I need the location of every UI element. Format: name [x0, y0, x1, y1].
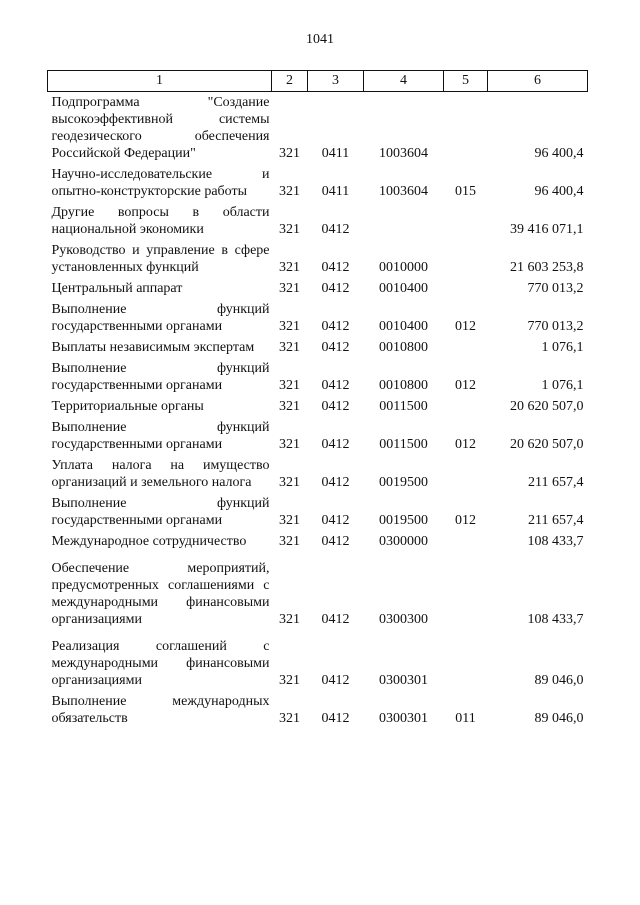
- row-code-3: 0412: [321, 711, 350, 726]
- column-header-5: 5: [444, 71, 488, 92]
- row-code-4: 0300301: [379, 673, 428, 688]
- table-row: [48, 455, 588, 493]
- row-code-3: 0412: [321, 475, 350, 490]
- table-row: [48, 358, 588, 396]
- row-code-2: 321: [279, 399, 300, 414]
- row-code-3: 0412: [321, 399, 350, 414]
- row-code-2: 321: [279, 513, 300, 528]
- row-code-5: [444, 92, 488, 165]
- row-amount: 89 046,0: [534, 711, 584, 726]
- row-code-4: 0010400: [379, 319, 428, 334]
- row-code-4: [364, 202, 444, 240]
- row-code-5: [444, 455, 488, 493]
- row-amount: 108 433,7: [527, 534, 584, 549]
- table-row: [48, 337, 588, 358]
- row-code-5: 012: [455, 513, 476, 528]
- row-code-3: 0412: [321, 673, 350, 688]
- row-code-3: 0412: [321, 437, 350, 452]
- row-name: Выполнение функций государственными органами: [51, 302, 270, 334]
- row-code-2: 321: [279, 612, 300, 627]
- row-code-5: [444, 278, 488, 299]
- column-header-4: 4: [364, 71, 444, 92]
- row-code-5: [444, 552, 488, 630]
- row-code-2: 321: [279, 437, 300, 452]
- row-code-4: 0010400: [379, 281, 428, 296]
- row-code-5: 015: [455, 184, 476, 199]
- row-amount: 770 013,2: [527, 319, 584, 334]
- row-code-3: 0412: [321, 340, 350, 355]
- row-amount: 1 076,1: [541, 378, 584, 393]
- row-amount: 39 416 071,1: [510, 222, 584, 237]
- row-code-4: 1003604: [379, 146, 428, 161]
- row-code-2: 321: [279, 184, 300, 199]
- row-code-4: 0011500: [379, 399, 428, 414]
- row-code-5: 011: [455, 711, 476, 726]
- row-name: Научно-исследовательские и опытно-конструкторские работы: [51, 167, 270, 199]
- row-code-5: [444, 240, 488, 278]
- row-code-5: 012: [455, 437, 476, 452]
- row-amount: 96 400,4: [534, 146, 584, 161]
- row-code-4: 0019500: [379, 513, 428, 528]
- row-code-4: 0300300: [379, 612, 428, 627]
- row-name: Международное сотрудничество: [51, 534, 247, 549]
- row-name: Выполнение международных обязательств: [51, 694, 270, 726]
- row-code-2: 321: [279, 711, 300, 726]
- row-code-2: 321: [279, 146, 300, 161]
- row-name: Уплата налога на имущество организаций и земельного налога: [51, 458, 270, 490]
- row-code-4: 1003604: [379, 184, 428, 199]
- table-row: [48, 92, 588, 165]
- row-code-4: 0010800: [379, 378, 428, 393]
- row-name: Выплаты независимым экспертам: [51, 340, 255, 355]
- row-name: Подпрограмма "Создание высокоэффективной системы геодезического обеспечения Российской Федерации": [51, 95, 270, 161]
- row-name: Центральный аппарат: [51, 281, 183, 296]
- row-code-2: 321: [279, 340, 300, 355]
- row-code-2: 321: [279, 260, 300, 275]
- table-row: [48, 691, 588, 729]
- row-amount: 108 433,7: [527, 612, 584, 627]
- row-code-5: 012: [455, 319, 476, 334]
- table-row: [48, 278, 588, 299]
- table-row: [48, 531, 588, 552]
- row-code-2: 321: [279, 281, 300, 296]
- row-name: Выполнение функций государственными органами: [51, 361, 270, 393]
- row-code-2: 321: [279, 319, 300, 334]
- row-code-2: 321: [279, 222, 300, 237]
- table-row: [48, 552, 588, 630]
- row-code-3: 0411: [321, 184, 350, 199]
- row-code-3: 0412: [321, 319, 350, 334]
- table-row: [48, 630, 588, 691]
- row-code-3: 0412: [321, 281, 350, 296]
- row-amount: 770 013,2: [527, 281, 584, 296]
- row-name: Обеспечение мероприятий, предусмотренных соглашениями с международными финансовыми организациями: [51, 561, 270, 627]
- row-name: Выполнение функций государственными органами: [51, 496, 270, 528]
- row-amount: 21 603 253,8: [510, 260, 584, 275]
- table-row: [48, 493, 588, 531]
- row-name: Территориальные органы: [51, 399, 204, 414]
- row-code-4: 0010800: [379, 340, 428, 355]
- row-name: Руководство и управление в сфере установленных функций: [51, 243, 270, 275]
- row-code-2: 321: [279, 475, 300, 490]
- row-name: Другие вопросы в области национальной экономики: [51, 205, 270, 237]
- table-row: [48, 240, 588, 278]
- table-row: [48, 164, 588, 202]
- row-code-5: [444, 337, 488, 358]
- row-code-4: 0300301: [379, 711, 428, 726]
- row-code-5: [444, 396, 488, 417]
- page-number: 1041: [306, 32, 334, 47]
- row-code-3: 0412: [321, 260, 350, 275]
- row-amount: 211 657,4: [528, 475, 584, 490]
- column-header-3: 3: [308, 71, 364, 92]
- row-code-3: 0412: [321, 534, 350, 549]
- row-amount: 1 076,1: [541, 340, 584, 355]
- row-code-3: 0412: [321, 612, 350, 627]
- row-code-3: 0412: [321, 222, 350, 237]
- row-amount: 96 400,4: [534, 184, 584, 199]
- row-name: Реализация соглашений с международными финансовыми организациями: [51, 639, 270, 688]
- row-code-5: [444, 202, 488, 240]
- row-code-3: 0411: [321, 146, 350, 161]
- row-code-5: 012: [455, 378, 476, 393]
- row-code-5: [444, 630, 488, 691]
- row-code-2: 321: [279, 534, 300, 549]
- row-code-4: 0010000: [379, 260, 428, 275]
- row-amount: 20 620 507,0: [510, 399, 584, 414]
- column-header-6: 6: [488, 71, 588, 92]
- column-header-1: 1: [48, 71, 272, 92]
- column-header-2: 2: [272, 71, 308, 92]
- row-name: Выполнение функций государственными органами: [51, 420, 270, 452]
- row-amount: 20 620 507,0: [510, 437, 584, 452]
- row-code-5: [444, 531, 488, 552]
- row-code-2: 321: [279, 378, 300, 393]
- row-code-4: 0300000: [379, 534, 428, 549]
- table-row: [48, 396, 588, 417]
- row-amount: 89 046,0: [534, 673, 584, 688]
- row-amount: 211 657,4: [528, 513, 584, 528]
- table-row: [48, 299, 588, 337]
- row-code-3: 0412: [321, 378, 350, 393]
- row-code-4: 0019500: [379, 475, 428, 490]
- table-row: [48, 417, 588, 455]
- row-code-3: 0412: [321, 513, 350, 528]
- table-header-row: [48, 71, 588, 92]
- budget-table: [47, 70, 588, 729]
- table-row: [48, 202, 588, 240]
- row-code-2: 321: [279, 673, 300, 688]
- row-code-4: 0011500: [379, 437, 428, 452]
